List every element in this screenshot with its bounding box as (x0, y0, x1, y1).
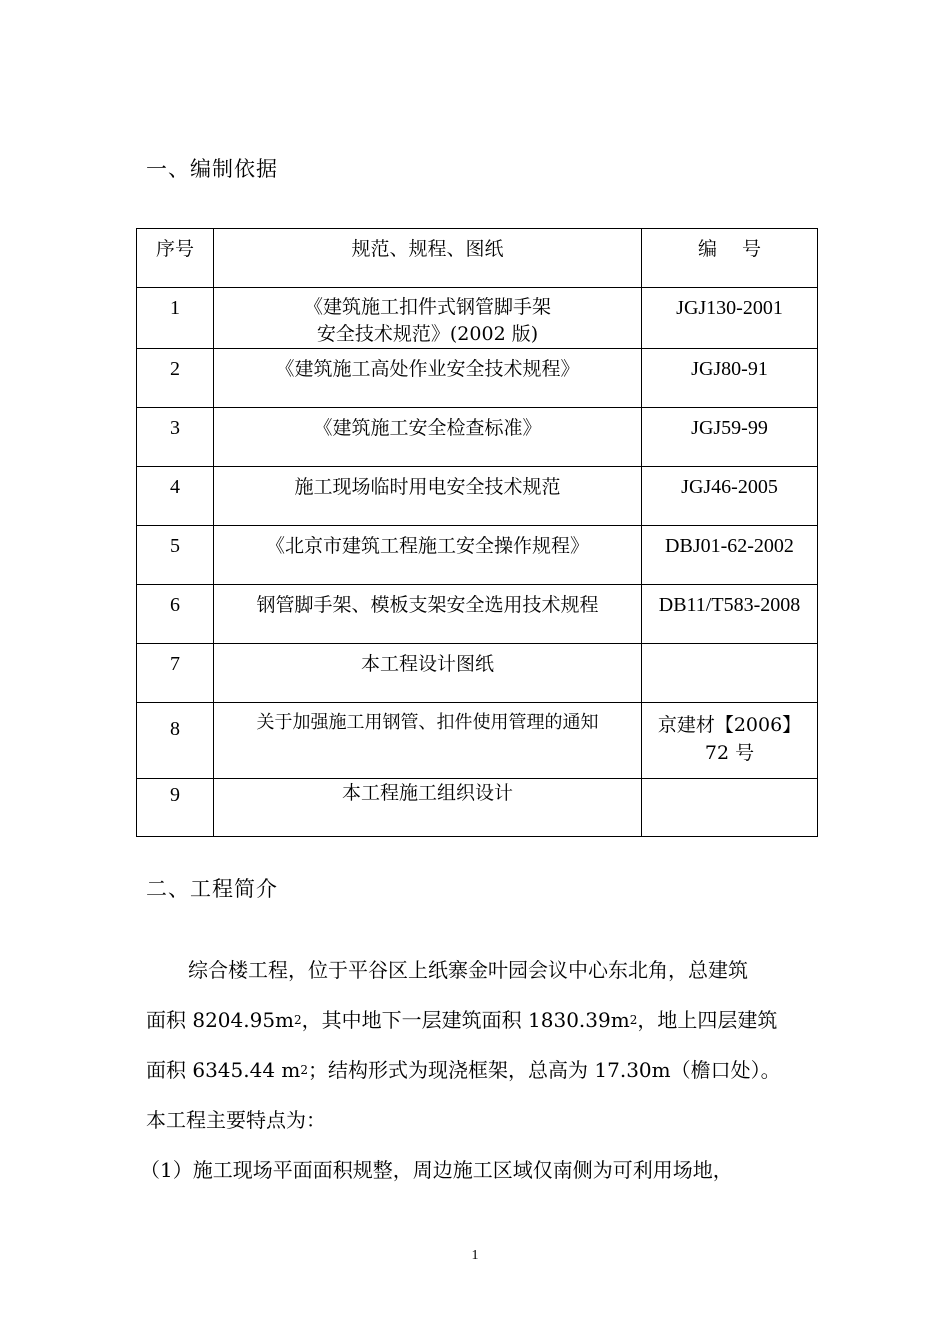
overview-paragraph (140, 945, 816, 1195)
row-no: 6 (137, 585, 214, 644)
row-name: 本工程施工组织设计 (214, 779, 642, 837)
paragraph-line (146, 995, 816, 1045)
area-above-text: ，地上四层建筑 (637, 1008, 778, 1032)
table-row (137, 288, 818, 349)
unit-superscript: 2 (629, 1013, 638, 1027)
row-name: 《北京市建筑工程施工安全操作规程》 (214, 526, 642, 585)
paragraph-line: 本工程主要特点为： (146, 1108, 326, 1132)
row-name-line: 《建筑施工扣件式钢管脚手架 (303, 296, 551, 318)
unit-superscript: 2 (294, 1013, 302, 1027)
paragraph-line: 综合楼工程，位于平谷区上纸寨金叶园会议中心东北角，总建筑 (188, 958, 748, 982)
row-no: 8 (137, 703, 214, 779)
row-code: DBJ01-62-2002 (642, 526, 818, 585)
row-code: JGJ59-99 (642, 408, 818, 467)
table-row (137, 703, 818, 779)
row-no: 7 (137, 644, 214, 703)
table-row (137, 585, 818, 644)
row-no: 1 (137, 288, 214, 349)
row-code (642, 703, 818, 779)
area-basement: ，其中地下一层建筑面积 1830.39m (301, 1008, 630, 1032)
table-row (137, 349, 818, 408)
row-name: 《建筑施工安全检查标准》 (214, 408, 642, 467)
section-heading-basis: 一、编制依据 (146, 157, 278, 181)
row-code: JGJ80-91 (642, 349, 818, 408)
row-no: 5 (137, 526, 214, 585)
row-no: 3 (137, 408, 214, 467)
page-number: 1 (471, 1248, 479, 1263)
area-above: 面积 6345.44 m (146, 1058, 301, 1082)
row-no: 9 (137, 779, 214, 837)
structure-text: ；结构形式为现浇框架，总高为 17.30m（檐口处）。 (308, 1058, 781, 1082)
row-name: 本工程设计图纸 (214, 644, 642, 703)
row-code: JGJ130-2001 (642, 288, 818, 349)
header-no: 序号 (137, 229, 214, 288)
unit-superscript: 2 (300, 1063, 309, 1077)
row-code: DB11/T583-2008 (642, 585, 818, 644)
row-name: 关于加强施工用钢管、扣件使用管理的通知 (214, 703, 642, 779)
row-code-line: 京建材【2006】 (657, 714, 802, 736)
row-name: 施工现场临时用电安全技术规范 (214, 467, 642, 526)
row-code: JGJ46-2005 (642, 467, 818, 526)
area-total: 面积 8204.95m (146, 1008, 295, 1032)
table-row (137, 644, 818, 703)
row-name: 钢管脚手架、模板支架安全选用技术规程 (214, 585, 642, 644)
table-row (137, 408, 818, 467)
header-name: 规范、规程、图纸 (214, 229, 642, 288)
row-no: 2 (137, 349, 214, 408)
section-heading-overview: 二、工程简介 (146, 877, 278, 901)
row-code (642, 779, 818, 837)
row-name (214, 288, 642, 349)
paragraph-line (146, 1045, 816, 1095)
table-row (137, 526, 818, 585)
paragraph-line: （1）施工现场平面面积规整，周边施工区域仅南侧为可利用场地， (140, 1158, 733, 1182)
table-row (137, 467, 818, 526)
table-header-row (137, 229, 818, 288)
row-name: 《建筑施工高处作业安全技术规程》 (214, 349, 642, 408)
row-code (642, 644, 818, 703)
header-code: 编 号 (642, 229, 818, 288)
standards-table (136, 228, 818, 837)
row-name-line: 安全技术规范》(2002 版) (316, 323, 539, 345)
table-row (137, 779, 818, 837)
row-no: 4 (137, 467, 214, 526)
row-code-line: 72 号 (704, 742, 755, 764)
